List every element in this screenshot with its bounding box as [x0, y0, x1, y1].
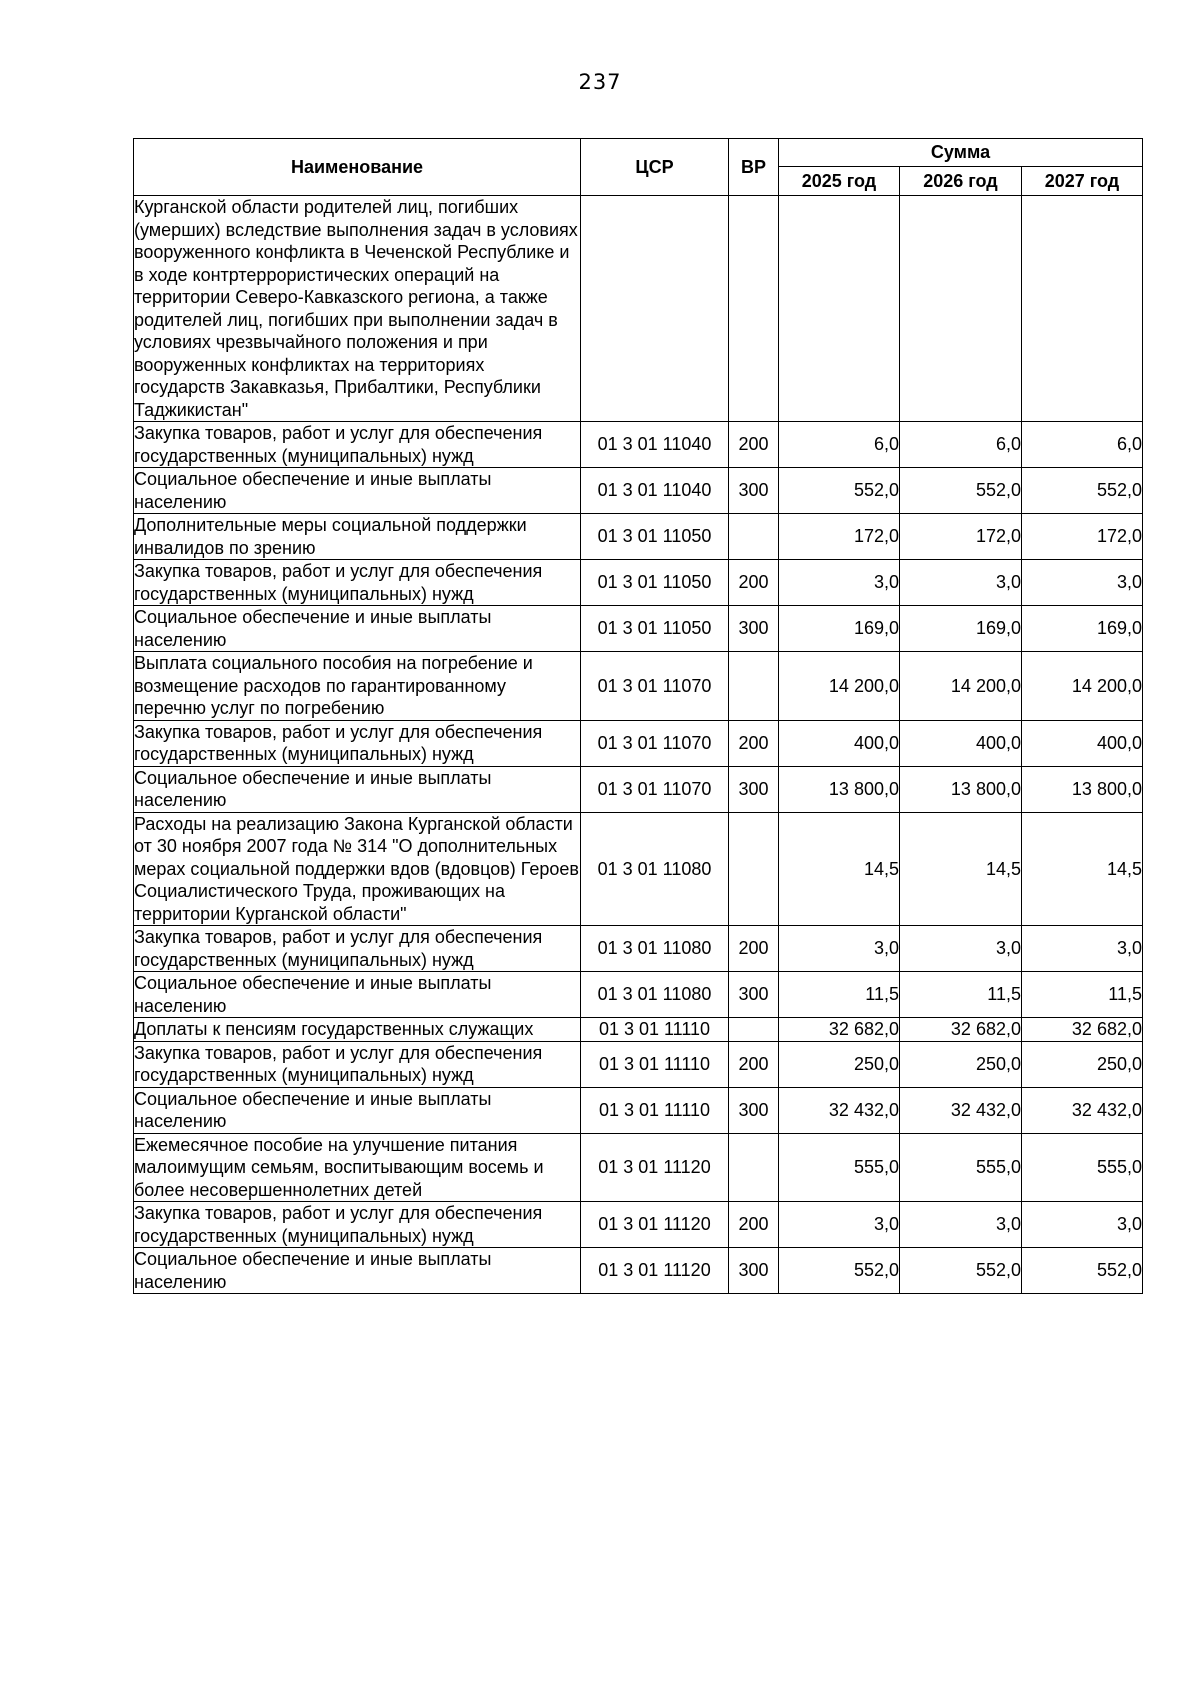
row-amount-2027-cell: 172,0 — [1022, 514, 1143, 560]
row-amount-2027-cell: 11,5 — [1022, 972, 1143, 1018]
row-name-cell: Выплата социального пособия на погребение и возмещение расходов по гарантированному перечню услуг по погребению — [134, 652, 581, 721]
header-vr: ВР — [729, 139, 779, 196]
row-name-cell: Доплаты к пенсиям государственных служащих — [134, 1018, 581, 1042]
row-amount-2026-cell: 3,0 — [900, 560, 1022, 606]
header-csr: ЦСР — [581, 139, 729, 196]
row-name-cell: Ежемесячное пособие на улучшение питания малоимущим семьям, воспитывающим восемь и более несовершеннолетних детей — [134, 1133, 581, 1202]
table-row — [134, 196, 1143, 422]
row-amount-2026-cell: 172,0 — [900, 514, 1022, 560]
table-row — [134, 766, 1143, 812]
row-csr-cell: 01 3 01 11120 — [581, 1248, 729, 1294]
row-amount-2026-cell: 400,0 — [900, 720, 1022, 766]
row-amount-2027-cell: 250,0 — [1022, 1041, 1143, 1087]
table-row — [134, 560, 1143, 606]
table-row — [134, 1133, 1143, 1202]
row-name-cell: Курганской области родителей лиц, погибших (умерших) вследствие выполнения задач в условиях вооруженного конфликта в Чеченской Республике и в ходе контртеррористических операций на территории Северо-Кавказского региона, а также родителей лиц, погибших при выполнении задач в условиях чрезвычайного положения и при вооруженных конфликтах на территориях государств Закавказья, Прибалтики, Республики Таджикистан" — [134, 196, 581, 422]
row-vr-cell: 300 — [729, 1087, 779, 1133]
table-row — [134, 606, 1143, 652]
row-csr-cell: 01 3 01 11070 — [581, 652, 729, 721]
row-vr-cell: 300 — [729, 1248, 779, 1294]
row-csr-cell: 01 3 01 11070 — [581, 720, 729, 766]
header-sum: Сумма — [779, 139, 1143, 167]
row-amount-2025-cell: 400,0 — [779, 720, 900, 766]
table-row — [134, 1202, 1143, 1248]
row-amount-2026-cell: 32 432,0 — [900, 1087, 1022, 1133]
row-name-cell: Закупка товаров, работ и услуг для обеспечения государственных (муниципальных) нужд — [134, 926, 581, 972]
table-row — [134, 1041, 1143, 1087]
row-amount-2025-cell: 32 682,0 — [779, 1018, 900, 1042]
header-year-2026: 2026 год — [900, 167, 1022, 196]
row-amount-2025-cell: 3,0 — [779, 1202, 900, 1248]
row-name-cell: Закупка товаров, работ и услуг для обеспечения государственных (муниципальных) нужд — [134, 1041, 581, 1087]
table-row — [134, 926, 1143, 972]
row-amount-2027-cell: 3,0 — [1022, 1202, 1143, 1248]
row-csr-cell: 01 3 01 11120 — [581, 1133, 729, 1202]
row-csr-cell: 01 3 01 11110 — [581, 1041, 729, 1087]
table-body — [134, 196, 1143, 1294]
row-amount-2027-cell: 555,0 — [1022, 1133, 1143, 1202]
row-amount-2027-cell: 3,0 — [1022, 560, 1143, 606]
row-amount-2025-cell: 552,0 — [779, 468, 900, 514]
row-amount-2026-cell: 555,0 — [900, 1133, 1022, 1202]
row-vr-cell: 300 — [729, 766, 779, 812]
row-csr-cell: 01 3 01 11070 — [581, 766, 729, 812]
row-csr-cell: 01 3 01 11050 — [581, 560, 729, 606]
row-name-cell: Дополнительные меры социальной поддержки инвалидов по зрению — [134, 514, 581, 560]
row-csr-cell: 01 3 01 11040 — [581, 468, 729, 514]
table-row — [134, 972, 1143, 1018]
row-amount-2025-cell: 250,0 — [779, 1041, 900, 1087]
row-csr-cell: 01 3 01 11080 — [581, 972, 729, 1018]
row-name-cell: Закупка товаров, работ и услуг для обеспечения государственных (муниципальных) нужд — [134, 1202, 581, 1248]
table-row — [134, 468, 1143, 514]
header-year-2025: 2025 год — [779, 167, 900, 196]
row-amount-2025-cell: 14,5 — [779, 812, 900, 926]
row-amount-2026-cell: 11,5 — [900, 972, 1022, 1018]
row-name-cell: Закупка товаров, работ и услуг для обеспечения государственных (муниципальных) нужд — [134, 422, 581, 468]
budget-table — [133, 138, 1143, 1294]
row-amount-2025-cell: 3,0 — [779, 926, 900, 972]
row-vr-cell — [729, 196, 779, 422]
row-csr-cell — [581, 196, 729, 422]
table-row — [134, 1248, 1143, 1294]
row-amount-2026-cell — [900, 196, 1022, 422]
row-amount-2025-cell: 3,0 — [779, 560, 900, 606]
table-row — [134, 812, 1143, 926]
row-amount-2025-cell: 169,0 — [779, 606, 900, 652]
row-amount-2026-cell: 552,0 — [900, 1248, 1022, 1294]
row-amount-2026-cell: 13 800,0 — [900, 766, 1022, 812]
row-amount-2027-cell: 552,0 — [1022, 468, 1143, 514]
row-amount-2026-cell: 3,0 — [900, 1202, 1022, 1248]
row-amount-2027-cell: 6,0 — [1022, 422, 1143, 468]
row-name-cell: Расходы на реализацию Закона Курганской области от 30 ноября 2007 года № 314 "О дополнительных мерах социальной поддержки вдов (вдовцов) Героев Социалистического Труда, проживающих на территории Курганской области" — [134, 813, 579, 924]
row-vr-cell: 200 — [729, 422, 779, 468]
row-csr-cell: 01 3 01 11080 — [581, 812, 729, 926]
row-vr-cell — [729, 1018, 779, 1042]
row-csr-cell: 01 3 01 11120 — [581, 1202, 729, 1248]
row-amount-2026-cell: 14 200,0 — [900, 652, 1022, 721]
row-amount-2027-cell: 32 432,0 — [1022, 1087, 1143, 1133]
row-amount-2027-cell: 14 200,0 — [1022, 652, 1143, 721]
row-vr-cell: 300 — [729, 468, 779, 514]
row-name-cell: Закупка товаров, работ и услуг для обеспечения государственных (муниципальных) нужд — [134, 560, 581, 606]
header-year-2027: 2027 год — [1022, 167, 1143, 196]
row-csr-cell: 01 3 01 11110 — [581, 1087, 729, 1133]
row-name-cell: Социальное обеспечение и иные выплаты населению — [134, 468, 581, 514]
row-vr-cell: 200 — [729, 1041, 779, 1087]
row-amount-2027-cell: 169,0 — [1022, 606, 1143, 652]
row-amount-2025-cell — [779, 196, 900, 422]
row-name-cell: Закупка товаров, работ и услуг для обеспечения государственных (муниципальных) нужд — [134, 720, 581, 766]
row-amount-2026-cell: 3,0 — [900, 926, 1022, 972]
row-amount-2025-cell: 11,5 — [779, 972, 900, 1018]
row-csr-cell: 01 3 01 11050 — [581, 606, 729, 652]
table-row — [134, 652, 1143, 721]
row-name-cell: Социальное обеспечение и иные выплаты населению — [134, 1087, 581, 1133]
row-amount-2026-cell: 169,0 — [900, 606, 1022, 652]
row-vr-cell: 300 — [729, 972, 779, 1018]
row-csr-cell: 01 3 01 11080 — [581, 926, 729, 972]
row-amount-2027-cell: 14,5 — [1022, 812, 1143, 926]
row-vr-cell: 200 — [729, 926, 779, 972]
row-amount-2025-cell: 552,0 — [779, 1248, 900, 1294]
row-amount-2026-cell: 14,5 — [900, 812, 1022, 926]
page-number: 237 — [578, 70, 622, 94]
row-amount-2026-cell: 250,0 — [900, 1041, 1022, 1087]
row-vr-cell: 200 — [729, 1202, 779, 1248]
table-row — [134, 422, 1143, 468]
table-row — [134, 1018, 1143, 1042]
row-vr-cell: 300 — [729, 606, 779, 652]
row-amount-2026-cell: 6,0 — [900, 422, 1022, 468]
row-csr-cell: 01 3 01 11110 — [581, 1018, 729, 1042]
row-amount-2025-cell: 555,0 — [779, 1133, 900, 1202]
row-vr-cell — [729, 514, 779, 560]
row-name-cell: Социальное обеспечение и иные выплаты населению — [134, 1248, 581, 1294]
table-row — [134, 514, 1143, 560]
row-amount-2027-cell: 400,0 — [1022, 720, 1143, 766]
row-amount-2027-cell: 32 682,0 — [1022, 1018, 1143, 1042]
row-amount-2025-cell: 13 800,0 — [779, 766, 900, 812]
row-csr-cell: 01 3 01 11050 — [581, 514, 729, 560]
table-row — [134, 720, 1143, 766]
row-amount-2027-cell — [1022, 196, 1143, 422]
row-amount-2026-cell: 552,0 — [900, 468, 1022, 514]
header-name: Наименование — [134, 139, 581, 196]
row-vr-cell — [729, 652, 779, 721]
row-amount-2025-cell: 172,0 — [779, 514, 900, 560]
row-vr-cell — [729, 1133, 779, 1202]
row-vr-cell — [729, 812, 779, 926]
row-amount-2025-cell: 6,0 — [779, 422, 900, 468]
row-amount-2025-cell: 14 200,0 — [779, 652, 900, 721]
row-amount-2026-cell: 32 682,0 — [900, 1018, 1022, 1042]
row-amount-2025-cell: 32 432,0 — [779, 1087, 900, 1133]
row-amount-2027-cell: 3,0 — [1022, 926, 1143, 972]
row-name-cell: Социальное обеспечение и иные выплаты населению — [134, 766, 581, 812]
table-row — [134, 1087, 1143, 1133]
row-name-cell: Социальное обеспечение и иные выплаты населению — [134, 606, 581, 652]
row-name-cell: Социальное обеспечение и иные выплаты населению — [134, 972, 581, 1018]
row-csr-cell: 01 3 01 11040 — [581, 422, 729, 468]
row-amount-2027-cell: 13 800,0 — [1022, 766, 1143, 812]
row-vr-cell: 200 — [729, 720, 779, 766]
row-vr-cell: 200 — [729, 560, 779, 606]
row-amount-2027-cell: 552,0 — [1022, 1248, 1143, 1294]
